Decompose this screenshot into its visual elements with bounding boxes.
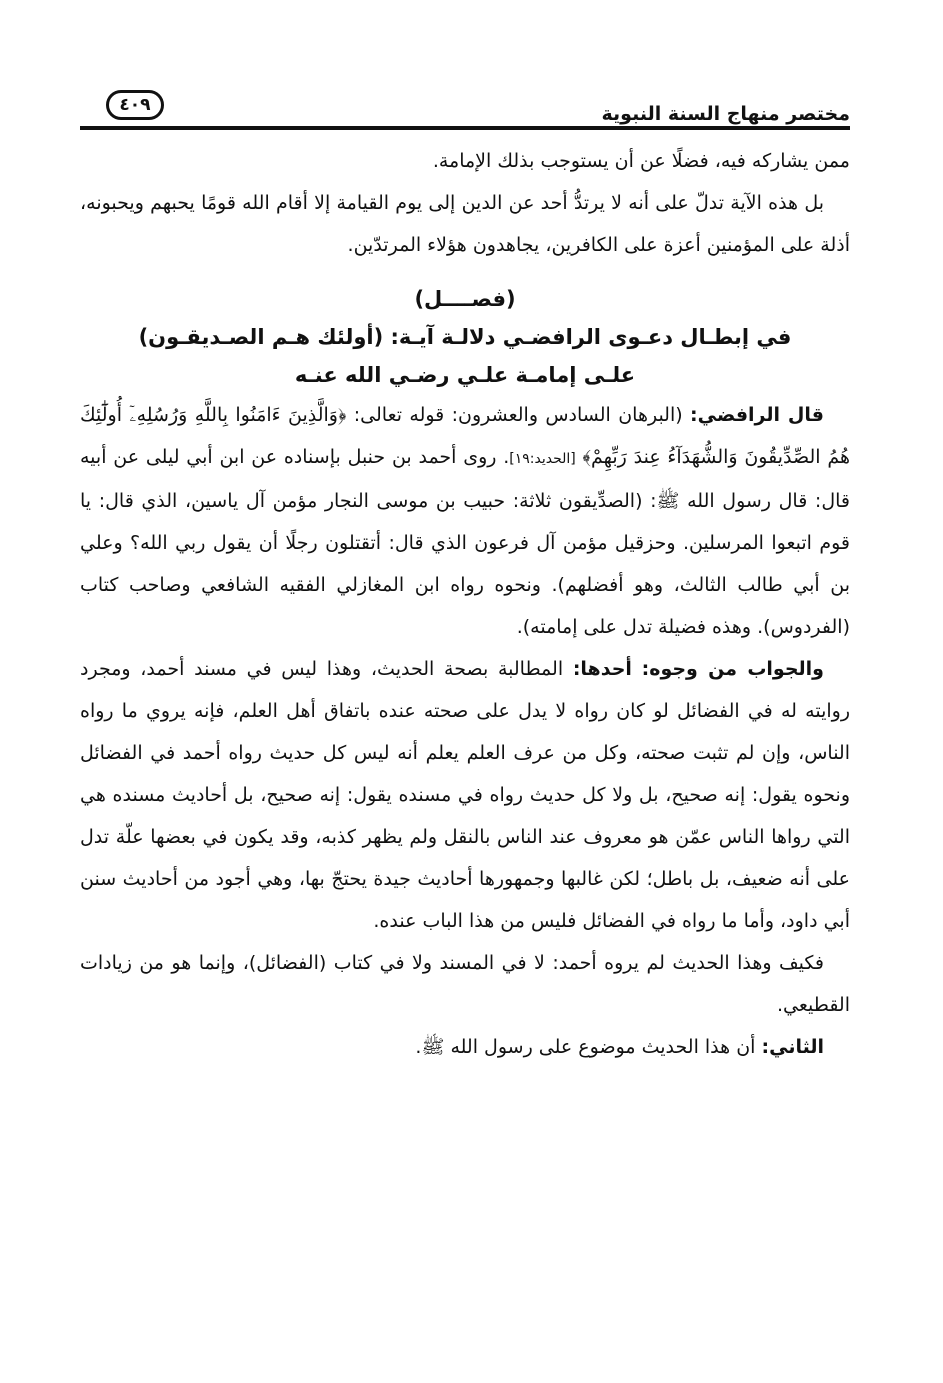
paragraph-verse-meaning: بل هذه الآية تدلّ على أنه لا يرتدُّ أحد عن الدين إلى يوم القيامة إلا أقام الله قومًا يحبهم ويحبونه، أذلة على المؤمنين أعزة على الكافرين، يجاهدون هؤلاء المرتدّين. [80, 192, 850, 256]
paragraph-answer-first [80, 648, 850, 942]
answer-first-label: أحدها: [572, 658, 632, 680]
verse-citation: [الحديد:١٩] [509, 451, 576, 467]
paragraph-rafidi-claim [80, 394, 850, 648]
rafidi-speaker-label: قال الرافضي: [690, 404, 824, 426]
page-body [80, 140, 850, 1068]
paragraph-answer-second [80, 1026, 850, 1068]
quran-verse: ﴿وَالَّذِينَ ءَامَنُوا بِاللَّهِ وَرُسُلِهِۦٓ أُولَٰٓئِكَ هُمُ الصِّدِّيقُونَ وَالشُّهَدَآءُ عِندَ رَبِّهِمْ﴾ [80, 404, 850, 468]
paragraph-answer-how: فكيف وهذا الحديث لم يروه أحمد: لا في المسند ولا في كتاب (الفضائل)، وإنما هو من زيادات القطيعي. [80, 952, 850, 1016]
answer-lead: والجواب من وجوه: [641, 658, 824, 680]
page-header [80, 84, 850, 130]
page-number: ٤٠٩ [106, 90, 164, 120]
book-title: مختصر منهاج السنة النبوية [601, 103, 850, 125]
header-divider [80, 126, 850, 130]
rafidi-claim-body: . روى أحمد بن حنبل بإسناده عن ابن أبي ليلى عن أبيه قال: قال رسول الله ﷺ: (الصدِّيقون ثلاثة: حبيب بن موسى النجار مؤمن آل ياسين، الذي قال: يا قوم اتبعوا المرسلين. وحزقيل مؤمن آل فرعون الذي قال: أتقتلون رجلًا أن يقول ربي الله؟ وعلي بن أبي طالب الثالث، وهو أفضلهم). ونحوه رواه ابن المغازلي الفقيه الشافعي وصاحب كتاب (الفردوس). وهذه فضيلة تدل على إمامته). [80, 446, 850, 638]
section-fasl-label: (فصــــل) [414, 287, 516, 311]
answer-second-text: أن هذا الحديث موضوع على رسول الله ﷺ. [415, 1036, 756, 1058]
rafidi-claim-intro: (البرهان السادس والعشرون: قوله تعالى: [353, 404, 683, 426]
section-title-line-1: في إبطـال دعـوى الرافضـي دلالـة آيـة: (أولئك هـم الصـديقـون) [138, 325, 792, 349]
paragraph-continuation: ممن يشاركه فيه، فضلًا عن أن يستوجب بذلك الإمامة. [432, 150, 850, 172]
answer-first-text: المطالبة بصحة الحديث، وهذا ليس في مسند أحمد، ومجرد روايته له في الفضائل لو كان رواه لا يدل على صحته عنده باتفاق أهل العلم، فإنه يروي ما رواه الناس، وإن لم تثبت صحته، وكل من عرف العلم يعلم أنه ليس كل حديث رواه أحمد في الفضائل ونحوه يقول: إنه صحيح، بل ولا كل حديث رواه في مسنده يقول: إنه صحيح، بل أحاديث مسنده هي التي رواها الناس عمّن هو معروف عند الناس بالنقل ولم يظهر كذبه، وقد يكون في بعضها علّة تدل على أنه ضعيف، بل باطل؛ لكن غالبها وجمهورها أحاديث جيدة يحتجّ بها، وهي أجود من أحاديث سنن أبي داود، وأما ما رواه في الفضائل فليس من هذا الباب عنده. [80, 658, 850, 932]
answer-second-label: الثاني: [761, 1036, 824, 1058]
section-title-line-2: علـى إمامـة علـي رضـي الله عنـه [294, 363, 636, 387]
